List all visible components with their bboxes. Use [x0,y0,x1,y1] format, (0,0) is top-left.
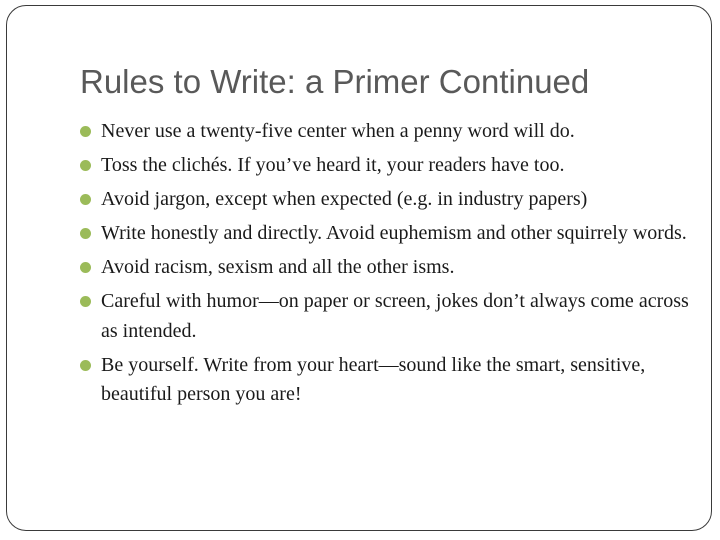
bullet-dot-icon [80,228,91,239]
bullet-text: Write honestly and directly. Avoid euphemism and other squirrely words. [101,222,687,244]
bullet-item [79,351,689,410]
bullet-text: Avoid jargon, except when expected (e.g. in industry papers) [101,188,588,210]
bullet-text: Never use a twenty-five center when a penny word will do. [101,120,575,142]
bullet-text: Avoid racism, sexism and all the other isms. [101,256,455,278]
bullet-dot-icon [80,126,91,137]
bullet-item [79,253,689,283]
bullet-item [79,185,689,215]
bullet-dot-icon [80,262,91,273]
bullet-text: Be yourself. Write from your heart—sound like the smart, sensitive, beautiful person you are! [101,353,646,405]
bullet-dot-icon [80,160,91,171]
bullet-text: Toss the clichés. If you’ve heard it, your readers have too. [101,154,565,176]
bullet-dot-icon [80,194,91,205]
bullet-item [79,219,689,249]
bullet-dot-icon [80,360,91,371]
slide-title: Rules to Write: a Primer Continued [80,63,590,100]
bullet-item [79,117,689,147]
bullet-item [79,287,689,346]
bullet-item [79,151,689,181]
bullet-dot-icon [80,296,91,307]
bullet-text: Careful with humor—on paper or screen, jokes don’t always come across as intended. [101,290,689,342]
bullet-list [79,117,689,414]
